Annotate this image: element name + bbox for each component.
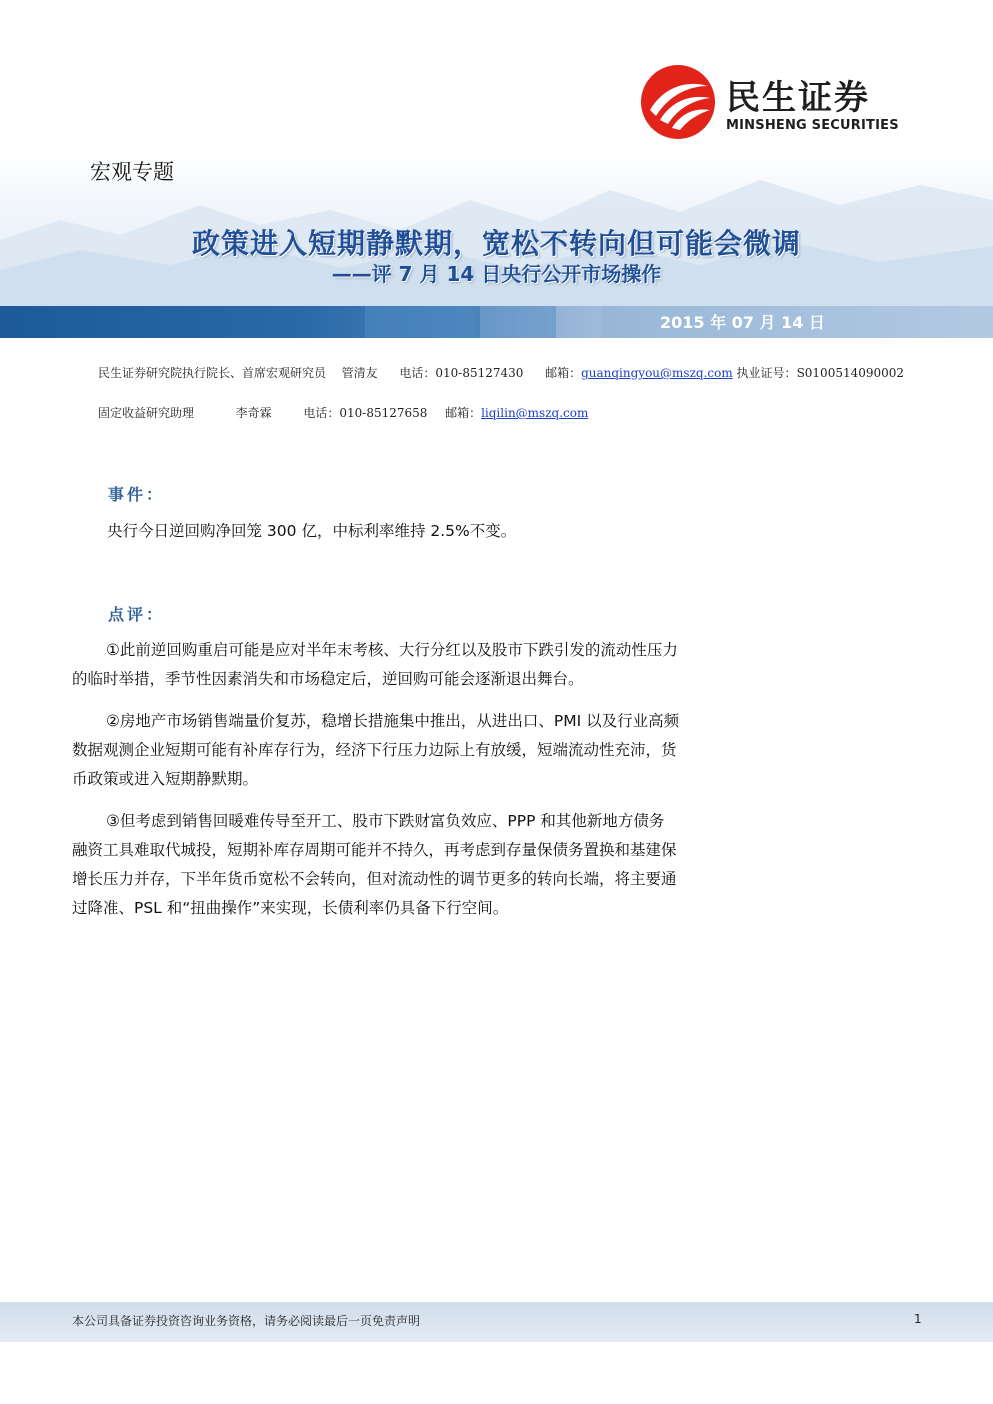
paragraph-line: 过降准、PSL 和“扭曲操作”来实现，长债利率仍具备下行空间。 [72,899,509,917]
band-segment [556,306,602,338]
paragraph-line: 融资工具难取代城投，短期补库存周期可能并不持久，再考虑到存量保债务置换和基建保 [72,841,677,859]
paragraph-line: 数据观测企业短期可能有补库存行为，经济下行压力边际上有放缓，短端流动性充沛，货 [72,741,677,759]
event-heading: 事件： [108,485,166,504]
author-role: 固定收益研究助理 [98,406,195,420]
author-email-link[interactable]: liqilin@mszq.com [481,406,589,420]
paragraph-line: 币政策或进入短期静默期。 [72,770,259,788]
page-number: 1 [914,1312,922,1326]
phone-label: 电话： [303,406,340,420]
author-name: 管清友 [341,366,378,380]
author-cert-number: S0100514090002 [796,366,905,380]
paragraph-line: 的临时举措，季节性因素消失和市场稳定后，逆回购可能会逐渐退出舞台。 [72,670,584,688]
comment-paragraph-3 [72,807,752,923]
report-subtitle: ——评 7 月 14 日央行公开市场操作 [331,262,662,286]
event-text: 央行今日逆回购净回笼 300 亿，中标利率维持 2.5%不变。 [107,522,517,540]
paragraph-line: 增长压力并存，下半年货币宽松不会转向，但对流动性的调节更多的转向长端，将主要通 [72,870,677,888]
report-category: 宏观专题 [90,160,174,184]
paragraph-line: ③但考虑到销售回暖难传导至开工、股市下跌财富负效应、PPP 和其他新地方债务 [106,812,665,830]
logo-name-en: MINSHENG SECURITIES [726,118,899,133]
band-segment [365,306,475,338]
comment-paragraph-2 [72,707,752,794]
author-phone: 010-85127430 [435,366,524,380]
band-segment [480,306,552,338]
email-label: 邮箱： [545,366,582,380]
author-phone: 010-85127658 [339,406,428,420]
logo-name-cn: 民生证券 [726,78,870,118]
paragraph-line: ②房地产市场销售端量价复苏，稳增长措施集中推出，从进出口、PMI 以及行业高频 [106,712,680,730]
author-role: 民生证券研究院执行院长、首席宏观研究员 [98,366,327,380]
header-band [0,306,993,338]
report-date: 2015 年 07 月 14 日 [660,313,825,332]
logo-emblem-icon [640,64,716,140]
author-email-link[interactable]: guanqingyou@mszq.com [581,366,733,380]
report-title: 政策进入短期静默期，宽松不转向但可能会微调 [191,227,801,260]
company-logo [640,64,930,144]
footer-disclaimer: 本公司具备证券投资咨询业务资格，请务必阅读最后一页免责声明 [72,1314,421,1328]
cert-label: 执业证号： [736,366,797,380]
author-line [98,404,588,421]
phone-label: 电话： [399,366,436,380]
comment-heading: 点评： [108,605,166,624]
paragraph-line: ①此前逆回购重启可能是应对半年末考核、大行分红以及股市下跌引发的流动性压力 [106,641,678,659]
author-line [98,364,904,381]
author-name: 李奇霖 [235,406,272,420]
comment-paragraph-1 [72,636,752,694]
email-label: 邮箱： [445,406,482,420]
